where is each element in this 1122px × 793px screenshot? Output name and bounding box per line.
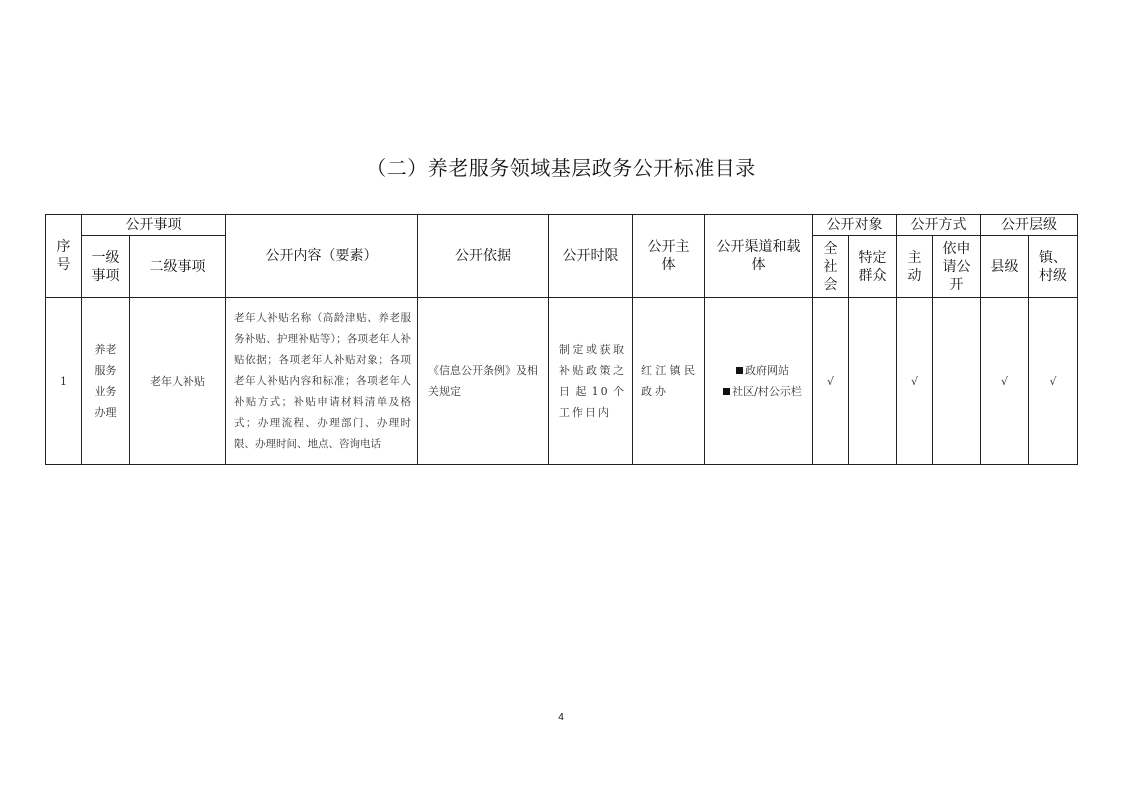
header-level-group: 公开层级: [981, 215, 1078, 236]
cell-serial: 1: [46, 298, 82, 465]
page-number: 4: [558, 712, 564, 723]
cell-content: 老年人补贴名称（高龄津贴、养老服务补贴、护理补贴等）；各项老年人补贴依据；各项老年人补贴对象；各项老年人补贴内容和标准；各项老年人补贴方式；补贴申请材料清单及格式；办理流程、办理部门、办理时限、办理时间、地点、咨询电话: [226, 298, 418, 465]
filled-square-icon: [736, 367, 743, 374]
header-audience-group: 公开对象: [813, 215, 897, 236]
header-level1: 一级事项: [82, 236, 130, 298]
cell-on-request: [933, 298, 981, 465]
header-whole-society: 全社会: [813, 236, 849, 298]
header-method-group: 公开方式: [897, 215, 981, 236]
page-title: （二）养老服务领域基层政务公开标准目录: [366, 156, 756, 180]
cell-county: √: [981, 298, 1029, 465]
header-items-group: 公开事项: [82, 215, 226, 236]
table-row: [46, 298, 1078, 465]
header-proactive: 主动: [897, 236, 933, 298]
header-specific-groups: 特定群众: [849, 236, 897, 298]
cell-level2: 老年人补贴: [130, 298, 226, 465]
cell-town-village: √: [1029, 298, 1078, 465]
header-basis: 公开依据: [418, 215, 549, 298]
header-on-request: 依申请公开: [933, 236, 981, 298]
header-level2: 二级事项: [130, 236, 226, 298]
cell-specific-groups: [849, 298, 897, 465]
cell-subject: 红江镇民政办: [633, 298, 705, 465]
cell-whole-society: √: [813, 298, 849, 465]
cell-proactive: √: [897, 298, 933, 465]
catalog-table: [45, 214, 1078, 465]
cell-level1: 养老服务业务办理: [82, 298, 130, 465]
cell-basis: 《信息公开条例》及相关规定: [418, 298, 549, 465]
header-deadline: 公开时限: [549, 215, 633, 298]
channel-item: 政府网站: [705, 360, 812, 381]
cell-deadline: 制定或获取补贴政策之日起10个工作日内: [549, 298, 633, 465]
header-town-village: 镇、村级: [1029, 236, 1078, 298]
header-channels: 公开渠道和载体: [705, 215, 813, 298]
filled-square-icon: [723, 388, 730, 395]
header-serial: 序号: [46, 215, 82, 298]
header-subject: 公开主体: [633, 215, 705, 298]
channel-item: 社区/村公示栏: [705, 381, 812, 402]
header-content: 公开内容（要素）: [226, 215, 418, 298]
cell-channels: [705, 298, 813, 465]
header-county: 县级: [981, 236, 1029, 298]
